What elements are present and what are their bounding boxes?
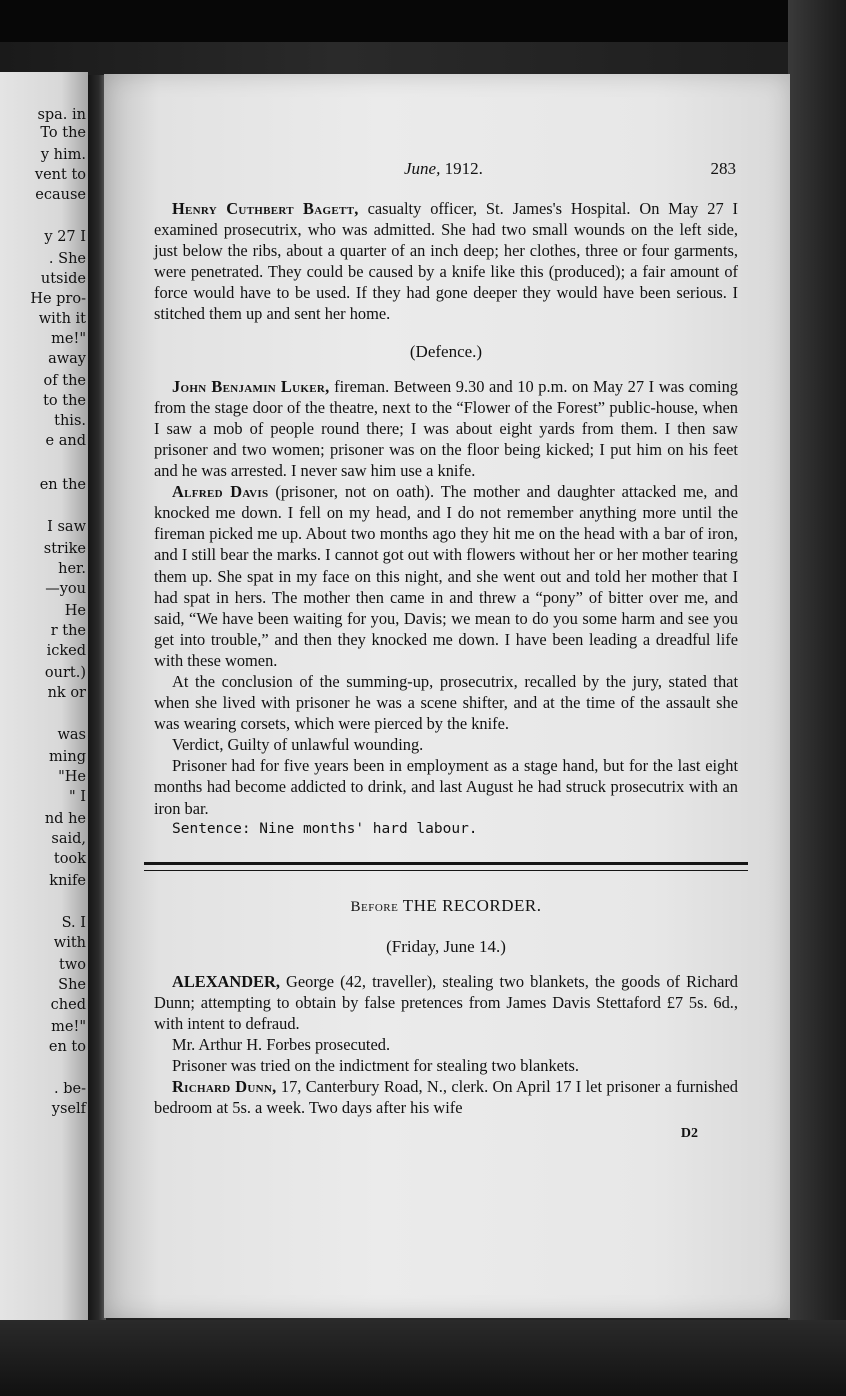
court-date: (Friday, June 14.) (386, 936, 506, 956)
defence-heading: (Defence.) (409, 341, 483, 361)
recorder-title: THE RECORDER. (398, 895, 542, 915)
left-page-text-fragment: vent to (34, 167, 86, 183)
left-page-text-fragment: with it (38, 311, 86, 327)
left-page-text-fragment: I saw (47, 519, 86, 535)
left-page-text-fragment: ecause (35, 187, 86, 203)
verdict-paragraph: Verdict, Guilty of unlawful wounding. (172, 735, 424, 755)
witness-name: Henry Cuthbert Bagett, (172, 199, 359, 218)
left-page-text-fragment: to the (43, 393, 86, 409)
defendant-name: ALEXANDER, (172, 971, 280, 991)
left-page-text-fragment: away (48, 351, 86, 367)
left-page-text-fragment: nd he (44, 811, 86, 827)
left-page-text-fragment: . be- (54, 1081, 86, 1097)
prisoner-name: Alfred Davis (172, 482, 269, 502)
court-heading (154, 895, 738, 918)
testimony-dunn (154, 1076, 738, 1118)
left-page-text-fragment: en to (48, 1039, 86, 1055)
left-page-text-fragment: with (53, 935, 86, 951)
running-header (154, 158, 738, 198)
left-page-text-fragment: strike (43, 541, 86, 557)
right-page-edge (788, 0, 846, 1396)
left-page-text-fragment: r the (50, 623, 86, 639)
left-page-text-fragment: took (53, 851, 86, 867)
left-page-text-fragment: She (58, 977, 86, 993)
left-page-text-fragment: me!" (51, 1019, 86, 1035)
testimony-text: (prisoner, not on oath). The mother and daughter attacked me, and knocked me down. I fell on my head, and I do not remember anything more until the fireman picked me up. About two months ago they hit me on the head with a bar of iron, and I still bear the marks. I cannot got out with flowers without her or her mother tearing them up. She spat in my face on this night, and she went out and told her mother that I had spat in hers. The mother then came in and threw a “pony” of bitter over me, and said, “We have been waiting for you, Davis; we mean to do you some harm and see you get into trouble,” and then they knocked me down. I have been leading a dreadful life with these women. (154, 482, 738, 670)
testimony-luker (154, 376, 738, 481)
page-text (154, 158, 738, 1144)
left-page-text-fragment: en the (39, 477, 86, 493)
prisoner-history-paragraph: Prisoner had for five years been in employment as a stage hand, but for the last eight months had become addicted to drink, and last August he had struck prosecutrix with an iron bar. (154, 756, 738, 818)
witness-name: Richard Dunn, (172, 1077, 277, 1097)
testimony-davis (154, 481, 738, 671)
left-page-text-fragment: ched (50, 997, 86, 1013)
left-page-text-fragment: knife (49, 873, 86, 889)
left-page-text-fragment: " I (68, 789, 86, 805)
section-divider (144, 862, 748, 871)
summing-up-paragraph: At the conclusion of the summing-up, prosecutrix, recalled by the jury, stated that when she lived with prisoner he was a scene shifter, and at the time of the assault she was wearing corsets, which were pierced by the knife. (154, 671, 738, 734)
prosecution-paragraph: Mr. Arthur H. Forbes prosecuted. (172, 1035, 391, 1055)
left-page-text-fragment: of the (43, 373, 86, 389)
testimony-text: 17, Canterbury Road, N., clerk. On April 17 I let prisoner a furnished bedroom at 5s. a week. Two days after his wife (154, 1077, 739, 1118)
left-page-text-fragment: y him. (40, 147, 86, 163)
before-label: Before (350, 898, 399, 915)
left-page-text-fragment: yself (51, 1101, 86, 1117)
indictment-paragraph: Prisoner was tried on the indictment for stealing two blankets. (172, 1056, 579, 1076)
left-page-text-fragment: utside (40, 271, 86, 287)
left-page-text-fragment: e and (45, 433, 86, 449)
left-page-fragment (0, 72, 92, 1322)
left-page-text-fragment: y 27 I (44, 229, 86, 245)
header-date (404, 158, 483, 179)
left-page-text-fragment: To the (40, 125, 86, 141)
left-page-text-fragment: He pro- (30, 291, 86, 307)
header-year: 1912. (444, 159, 483, 178)
left-page-text-fragment: S. I (61, 915, 86, 931)
left-page-text-fragment: . She (48, 251, 86, 267)
page-number: 283 (710, 159, 736, 178)
left-page-text-fragment: was (57, 727, 86, 743)
left-page-text-fragment: He (64, 603, 86, 619)
left-page-text-fragment: ourt.) (44, 665, 86, 681)
testimony-bagett (154, 198, 738, 325)
witness-name: John Benjamin Luker, (172, 376, 330, 396)
testimony-text: fireman. Between 9.30 and 10 p.m. on May 27 I was coming from the stage door of the theatre, next to the “Flower of the Forest” public-house, when I saw a mob of people round there; I was about eight yards from them. I then saw prisoner and two women; prisoner was on the floor being kicked; I put him on his feet and he was arrested. I never saw him use a knife. (154, 376, 738, 481)
left-page-text-fragment: ming (48, 749, 86, 765)
left-page-text-fragment: me!" (51, 331, 86, 347)
case-alexander (154, 971, 738, 1034)
left-page-text-fragment: nk or (47, 685, 86, 701)
bottom-margin (0, 1320, 846, 1396)
top-margin (0, 0, 846, 42)
left-page-text-fragment: said, (51, 831, 86, 847)
left-page-text-fragment: spa. in (37, 107, 86, 123)
left-page-text-fragment: icked (46, 643, 86, 659)
signature-mark: D2 (680, 1125, 698, 1141)
left-page-text-fragment: two (59, 957, 86, 973)
sentence-paragraph: Sentence: Nine months' hard labour. (172, 820, 478, 837)
charge-text: George (42, traveller), stealing two blankets, the goods of Richard Dunn; attempting to obtain by false pretences from James Davis Stettaford £7 5s. 6d., with intent to defraud. (154, 971, 738, 1034)
left-page-text-fragment: —you (45, 581, 86, 597)
left-page-text-fragment: this. (54, 413, 86, 429)
left-page-text-fragment: her. (58, 561, 86, 577)
left-page-text-fragment: "He (58, 769, 86, 785)
testimony-text: casualty officer, St. James's Hospital. On May 27 I examined prosecutrix, who was admitted. She had two small wounds on the left side, just below the ribs, about a quarter of an inch deep; her clothes, three or four garments, were penetrated. They could be caused by a knife like this (produced); a fair amount of force would have to be used. If they had gone deeper they would have been serious. I stitched them up and sent her home. (154, 199, 738, 324)
header-month: June, (404, 159, 441, 178)
